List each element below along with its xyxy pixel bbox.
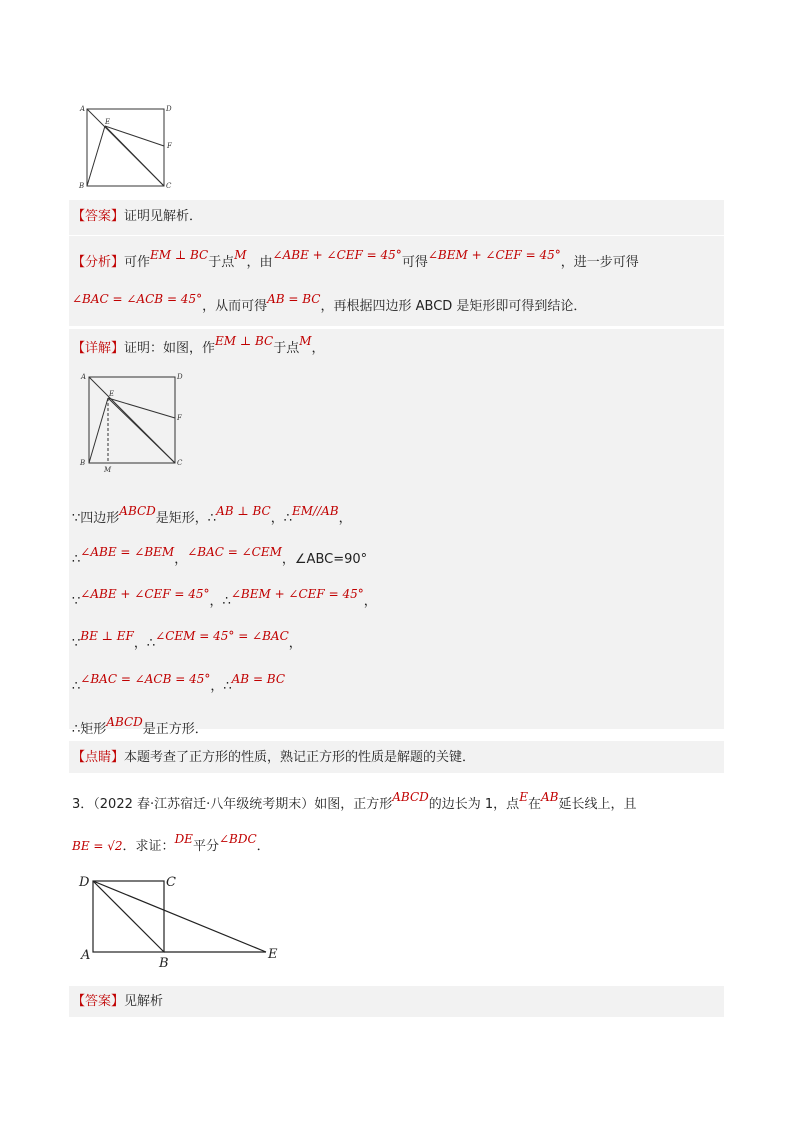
math-expr: M: [299, 334, 312, 348]
math-expr: ∠CEM = 45° = ∠BAC: [155, 629, 289, 643]
question-text: 3．（2022 春·江苏宿迁·八年级统考期末）如图，正方形: [72, 797, 393, 812]
figure-3-diagram: [76, 870, 286, 970]
proof-text: ∵: [72, 636, 81, 651]
math-expr: ∠BAC = ∠ACB = 45°: [80, 672, 211, 686]
proof-line-6: [72, 715, 208, 739]
proof-text: ，: [363, 594, 377, 609]
question-text: 延长线上，且: [558, 797, 637, 812]
math-expr: EM//AB: [291, 504, 339, 518]
proof-text: ∴: [72, 679, 81, 694]
proof-line-5: [72, 672, 286, 696]
answer-line: [72, 208, 202, 226]
comment-tag: 【点睛】: [72, 750, 125, 765]
answer-tag: 【答案】: [72, 209, 125, 224]
analysis-text: ，再根据四边形 ABCD 是矩形即可得到结论．: [320, 299, 587, 314]
label-b: B: [159, 956, 169, 970]
question-text: 平分: [192, 839, 219, 854]
math-expr: ∠ABE + ∠CEF = 45°: [80, 587, 210, 601]
math-expr: DE: [174, 832, 193, 846]
math-expr: ABCD: [119, 504, 156, 518]
question-text: 的边长为 1，点: [428, 797, 520, 812]
analysis-text: ，从而可得: [202, 299, 268, 314]
question-text: ．求证：: [122, 839, 175, 854]
detail-text: 证明：如图，作: [124, 341, 216, 356]
label-a: A: [81, 373, 87, 381]
label-a: A: [80, 105, 86, 113]
detail-tag: 【详解】: [72, 341, 125, 356]
analysis-text: 于点: [208, 255, 235, 270]
label-f: F: [167, 142, 172, 150]
label-f: F: [177, 414, 182, 422]
proof-line-4: [72, 629, 302, 653]
math-expr: AB = BC: [231, 672, 286, 686]
proof-text: ，∠ABC=90°: [281, 552, 368, 567]
proof-text: ，: [288, 636, 302, 651]
label-b: B: [79, 182, 85, 190]
math-expr: BE = √2: [72, 839, 123, 853]
analysis-tag: 【分析】: [72, 255, 125, 270]
math-expr: ABCD: [106, 715, 143, 729]
label-c: C: [166, 875, 176, 890]
proof-line-3: [72, 587, 377, 611]
math-expr: ∠ABE = ∠BEM: [80, 545, 175, 559]
analysis-line-2: [72, 292, 587, 316]
label-e: E: [268, 947, 278, 962]
math-expr: ∠BAC = ∠ACB = 45°: [72, 292, 203, 306]
label-e: E: [109, 390, 115, 398]
proof-text: ∴矩形: [72, 722, 107, 737]
math-expr: ∠BEM + ∠CEF = 45°: [230, 587, 364, 601]
detail-line: [72, 334, 325, 358]
analysis-text: ，进一步可得: [560, 255, 639, 270]
answer-tag: 【答案】: [72, 994, 125, 1009]
proof-text: ，∴: [209, 594, 231, 609]
label-b: B: [80, 459, 86, 467]
math-expr: AB = BC: [267, 292, 321, 306]
label-d: D: [177, 373, 183, 381]
math-expr: AB ⊥ BC: [216, 504, 271, 518]
analysis-text: 可作: [124, 255, 151, 270]
math-expr: EM ⊥ BC: [150, 248, 209, 262]
label-c: C: [177, 459, 183, 467]
proof-text: ∴: [72, 552, 81, 567]
analysis-text: ，由: [246, 255, 273, 270]
question-text: 在: [527, 797, 541, 812]
proof-text: 是矩形，∴: [155, 511, 217, 526]
comment-line: [72, 749, 475, 767]
detail-text: 于点: [273, 341, 300, 356]
proof-line-1: [72, 504, 352, 528]
label-d: D: [166, 105, 172, 113]
answer-3-line: [72, 993, 163, 1011]
detail-text: ，: [311, 341, 325, 356]
proof-text: 是正方形．: [142, 722, 208, 737]
question-3-line-1: [72, 790, 637, 814]
proof-text: ∵: [72, 594, 81, 609]
label-e: E: [105, 118, 111, 126]
figure-1-diagram: [74, 100, 184, 192]
proof-text: ，∴: [210, 679, 232, 694]
comment-text: 本题考查了正方形的性质，熟记正方形的性质是解题的关键．: [124, 750, 476, 765]
proof-text: ，∴: [270, 511, 292, 526]
math-expr: ∠BEM + ∠CEF = 45°: [427, 248, 561, 262]
proof-text: ∵四边形: [72, 511, 120, 526]
math-expr: AB: [540, 790, 559, 804]
math-expr: ∠BAC = ∠CEM: [187, 545, 282, 559]
math-expr: BE ⊥ EF: [80, 629, 134, 643]
math-expr: M: [234, 248, 247, 262]
proof-text: ，: [174, 552, 188, 567]
label-c: C: [166, 182, 172, 190]
analysis-line-1: [72, 248, 639, 272]
math-expr: E: [519, 790, 528, 804]
proof-line-2: [72, 545, 368, 569]
answer-block-3: [69, 986, 724, 1017]
math-expr: ∠BDC: [218, 832, 257, 846]
math-expr: EM ⊥ BC: [215, 334, 274, 348]
math-expr: ∠ABE + ∠CEF = 45°: [272, 248, 402, 262]
proof-text: ，∴: [133, 636, 156, 651]
analysis-text: 可得: [401, 255, 428, 270]
question-3-line-2: [72, 832, 270, 856]
proof-text: ，: [338, 511, 352, 526]
label-d: D: [79, 875, 90, 890]
label-m: M: [104, 466, 112, 474]
label-a: A: [81, 948, 91, 963]
question-text: ．: [256, 839, 270, 854]
answer-text: 见解析: [124, 994, 164, 1009]
figure-2-diagram: [76, 368, 188, 474]
answer-text: 证明见解析．: [124, 209, 203, 224]
math-expr: ABCD: [392, 790, 429, 804]
